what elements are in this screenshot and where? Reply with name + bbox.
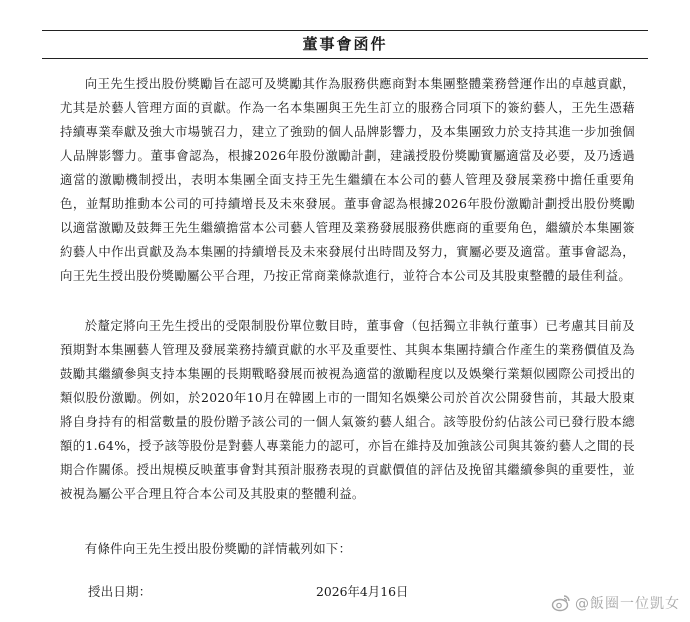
paragraph-rsu-determination: 於釐定將向王先生授出的受限制股份單位數目時，董事會（包括獨立非執行董事）已考慮其目前及預期對本集團藝人管理及發展業務持續貢獻的水平及重要性、其與本集團持續合作產生的業務價值及為鼓勵其繼續參與支持本集團的長期戰略發展而被視為適當的激勵程度以及娛樂行業類似國際公司授出的類似股份激勵。例如，於2020年10月在韓國上市的一間知名娛樂公司於首次公開發售前，其最大股東將自身持有的相當數量的股份贈予該公司的一個人氣簽約藝人組合。該等股份約佔該公司已發行股本總額的1.64%，授予該等股份是對藝人專業能力的認可，亦旨在維持及加強該公司與其簽約藝人之間的長期合作關係。授出規模反映董事會對其預計服務表現的貢獻價值的評估及挽留其繼續參與的重要性，並被視為屬公平合理且符合本公司及其股東的整體利益。 [60, 318, 635, 501]
weibo-watermark [551, 592, 680, 614]
watermark-text: @飯圈一位凱女 [575, 596, 680, 612]
grant-date-row [60, 580, 635, 604]
grant-date-value: 2026年4月16日 [316, 584, 409, 599]
grant-date-label: 授出日期： [88, 584, 152, 599]
weibo-icon [551, 593, 571, 613]
paragraph-details-intro: 有條件向王先生授出股份獎勵的詳情載列如下： [84, 541, 352, 556]
document-title: 董事會函件 [42, 30, 648, 59]
paragraph-share-award-purpose: 向王先生授出股份獎勵旨在認可及獎勵其作為服務供應商對本集團整體業務營運作出的卓越貢獻，尤其是於藝人管理方面的貢獻。作為一名本集團與王先生訂立的服務合同項下的簽約藝人，王先生憑藉持續專業奉獻及強大市場號召力，建立了強勁的個人品牌影響力，及本集團致力於支持其進一步加強個人品牌影響力。董事會認為，根據2026年股份激勵計劃，建議授股份獎勵實屬適當及必要，及乃透過適當的激勵機制授出，表明本集團全面支持王先生繼續在本公司的藝人管理及發展業務中擔任重要角色，並幫助推動本公司的可持續增長及未來發展。董事會認為根據2026年股份激勵計劃授出股份獎勵以適當激勵及鼓舞王先生繼續擔當本公司藝人管理及業務發展服務供應商的重要角色，繼續於本集團簽約藝人中作出貢獻及為本集團的持續增長及未來發展付出時間及努力，實屬必要及適當。董事會認為，向王先生授出股份獎勵屬公平合理，乃按正常商業條款進行，並符合本公司及其股東整體的最佳利益。 [60, 76, 635, 283]
